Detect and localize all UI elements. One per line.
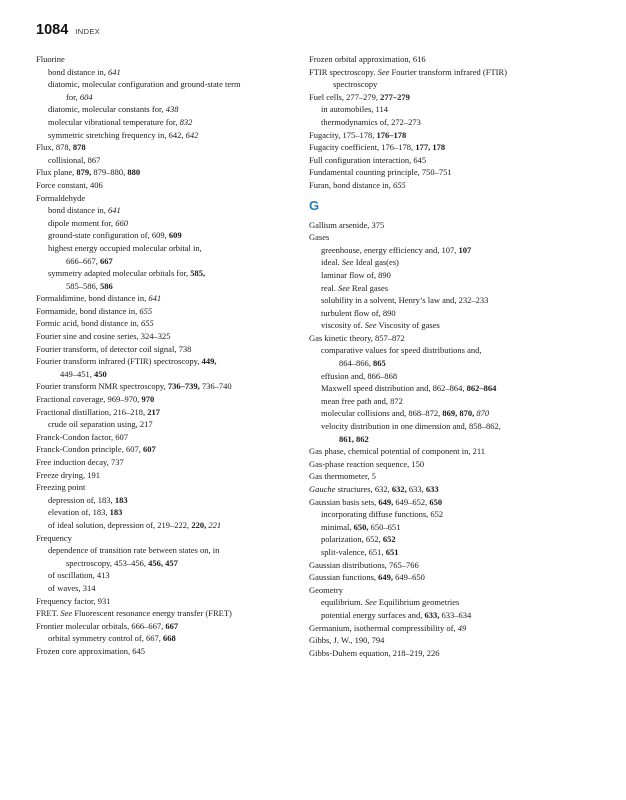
italic-text: 221 [208, 519, 222, 530]
index-entry [36, 620, 292, 633]
bold-page-ref: 869, 870, [442, 408, 475, 419]
bold-page-ref: 650, [353, 521, 369, 532]
index-entry [309, 179, 595, 192]
entry-text: viscosity of. [321, 320, 365, 331]
index-entry [309, 571, 595, 584]
entry-text: Frequency factor, 931 [36, 595, 111, 606]
entry-text: Franck-Condon principle, 607, [36, 444, 143, 455]
entry-text: Fractional distillation, 216–218, [36, 406, 148, 417]
bold-page-ref: 880 [127, 167, 141, 178]
entry-text: Gallium arsenide, 375 [309, 219, 385, 230]
entry-text: diatomic, molecular constants for, [48, 104, 166, 115]
bold-page-ref: 220, [191, 519, 207, 530]
index-entry [36, 330, 292, 343]
bold-page-ref: 652 [382, 534, 396, 545]
entry-text: Gas kinetic theory, 857–872 [309, 332, 405, 343]
italic-text: See [377, 66, 390, 77]
index-entry [309, 496, 595, 509]
index-subentry [36, 229, 292, 242]
italic-text: Gauche [309, 484, 336, 494]
index-subentry [309, 282, 595, 295]
bold-page-ref: 217 [147, 406, 160, 417]
entry-text: Germanium, isothermal compressibility of, [309, 622, 458, 633]
italic-text: 604 [79, 91, 93, 102]
entry-text: laminar flow of, 890 [321, 269, 391, 280]
entry-text: 666–667, [66, 255, 100, 266]
entry-text: Franck-Condon factor, 607 [36, 431, 128, 442]
entry-text: Freeze drying, 191 [36, 469, 100, 480]
index-subentry [36, 204, 292, 217]
index-entry [309, 53, 595, 66]
entry-text: FTIR spectroscopy. [309, 66, 378, 77]
entry-text: Gibbs, J. W., 190, 794 [309, 635, 385, 646]
index-subentry [36, 267, 292, 280]
running-head: INDEX [75, 27, 101, 36]
entry-text: Fuel cells, 277–279, [309, 91, 381, 102]
entry-text: molecular vibrational temperature for, [48, 116, 180, 127]
bold-page-ref: 878 [72, 142, 86, 153]
entry-text: Gaussian functions, [309, 572, 379, 583]
entry-text: Full configuration interaction, 645 [309, 154, 427, 165]
index-entry [309, 66, 595, 79]
index-entry [36, 192, 292, 205]
index-subentry [36, 557, 292, 570]
index-entry [36, 443, 292, 456]
index-subentry [36, 255, 292, 268]
entry-text: 736–740 [199, 381, 232, 392]
entry-text: structures, 632, [335, 484, 392, 494]
entry-text: Fourier sine and cosine series, 324–325 [36, 331, 171, 342]
entry-text: Gaussian basis sets, [309, 496, 379, 507]
index-entry [36, 368, 292, 381]
bold-page-ref: 668 [162, 633, 176, 644]
entry-text: velocity distribution in one dimension and, 858–862, [321, 421, 501, 432]
left-index-column [36, 53, 292, 658]
index-subentry [309, 433, 595, 446]
entry-text: symmetry adapted molecular orbitals for, [48, 268, 191, 279]
entry-text: 449–451, [60, 368, 94, 379]
index-entry [36, 305, 292, 318]
entry-text: Fourier transform infrared (FTIR) [389, 66, 507, 77]
entry-text: incorporating diffuse functions, 652 [321, 509, 444, 520]
index-subentry [309, 407, 595, 420]
index-entry [309, 141, 595, 154]
bold-page-ref: 107 [458, 244, 472, 255]
index-subentry [36, 129, 292, 142]
index-subentry [309, 116, 595, 129]
italic-text: 641 [107, 205, 121, 216]
index-subentry [36, 91, 292, 104]
entry-text: Gibbs-Duhem equation, 218–219, 226 [309, 647, 440, 658]
index-entry [36, 355, 292, 368]
index-entry [309, 219, 595, 232]
entry-text: Fourier transform, of detector coil signal, 738 [36, 343, 192, 354]
entry-text: 650–651 [368, 521, 401, 532]
index-entry [36, 595, 292, 608]
bold-page-ref: 650 [429, 496, 443, 507]
bold-page-ref: 633 [425, 484, 439, 494]
index-subentry [309, 546, 595, 559]
index-subentry [36, 519, 292, 532]
bold-page-ref: 277–279 [380, 91, 410, 102]
entry-text: Force constant, 406 [36, 179, 103, 190]
index-subentry [36, 103, 292, 116]
index-subentry [309, 244, 595, 257]
bold-page-ref: 632, [391, 484, 407, 494]
bold-page-ref: 609 [168, 230, 182, 241]
entry-text: of ideal solution, depression of, 219–222, [48, 519, 192, 530]
italic-text: 655 [139, 305, 153, 316]
bold-page-ref: 970 [141, 394, 155, 405]
italic-text: 660 [115, 217, 128, 228]
index-entry [309, 332, 595, 345]
bold-page-ref: 651 [385, 546, 399, 557]
entry-text: Flux, 878, [36, 142, 73, 153]
entry-text: 864–866, [339, 358, 373, 369]
index-subentry [309, 420, 595, 433]
entry-text: crude oil separation using, 217 [48, 419, 153, 430]
entry-text: Fourier transform infrared (FTIR) spectroscopy, [36, 356, 202, 367]
index-subentry [309, 294, 595, 307]
entry-text: 633, [406, 484, 426, 494]
entry-text: highest energy occupied molecular orbital in, [48, 242, 202, 253]
entry-text: Ideal gas(es) [353, 257, 399, 268]
index-subentry [309, 382, 595, 395]
index-subentry [36, 154, 292, 167]
italic-text: See [364, 320, 377, 331]
entry-text: split-valence, 651, [321, 546, 386, 557]
index-subentry [309, 269, 595, 282]
index-entry [36, 166, 292, 179]
entry-text: depression of, 183, [48, 494, 115, 505]
italic-text: 438 [165, 104, 179, 115]
index-subentry [36, 506, 292, 519]
g-entries [309, 219, 595, 660]
entry-text: 585–586, [66, 280, 100, 291]
entry-text: 649–652, [393, 496, 430, 507]
bold-page-ref: 862–864 [466, 383, 497, 394]
entry-text: Gas thermometer, 5 [309, 471, 376, 482]
index-subentry [36, 78, 292, 91]
entry-text: ideal. [321, 257, 342, 268]
index-entry [36, 481, 292, 494]
index-entry [309, 78, 595, 91]
index-entry [309, 129, 595, 142]
index-entry [36, 292, 292, 305]
entry-text: comparative values for speed distributions and, [321, 345, 482, 356]
entry-text: Geometry [309, 584, 343, 595]
index-subentry [36, 418, 292, 431]
italic-text: See [341, 257, 354, 268]
bold-page-ref: 633, [424, 609, 440, 620]
index-entry [309, 91, 595, 104]
bold-page-ref: 177, 178 [415, 142, 446, 153]
bold-page-ref: 861, 862 [339, 433, 369, 444]
index-subentry [36, 217, 292, 230]
index-entry [309, 634, 595, 647]
bold-page-ref: 667 [100, 255, 113, 266]
entry-text: greenhouse, energy efficiency and, 107, [321, 244, 459, 255]
entry-text: solubility in a solvent, Henry’s law and, 232–233 [321, 295, 489, 306]
entry-text: Freezing point [36, 482, 86, 493]
entry-text: FRET. [36, 608, 61, 619]
entry-text: Fluorescent resonance energy transfer (FRET) [72, 608, 232, 619]
bold-page-ref: 879, [76, 167, 92, 178]
entry-text: thermodynamics of, 272–273 [321, 116, 421, 127]
entry-text: Fugacity, 175–178, [309, 129, 377, 140]
entry-text: Frozen core approximation, 645 [36, 645, 146, 656]
index-subentry [309, 609, 595, 622]
page-number: 1084 [36, 22, 69, 38]
index-entry [36, 380, 292, 393]
f-entries [309, 53, 595, 192]
index-subentry [309, 370, 595, 383]
index-entry [309, 584, 595, 597]
index-entry [36, 141, 292, 154]
italic-text: 832 [179, 116, 193, 127]
bold-page-ref: 736–739, [167, 381, 200, 392]
entry-text: Frozen orbital approximation, 616 [309, 54, 426, 64]
index-entry [36, 469, 292, 482]
index-subentry [309, 395, 595, 408]
entry-text: bond distance in, [48, 205, 108, 216]
entry-text: Frequency [36, 532, 72, 543]
entry-text: Gaussian distributions, 765–766 [309, 559, 419, 570]
entry-text: ground-state configuration of, 609, [48, 230, 169, 241]
index-subentry [309, 307, 595, 320]
entry-text: symmetric stretching frequency in, 642, [48, 129, 186, 140]
index-entry [309, 166, 595, 179]
index-subentry [309, 533, 595, 546]
bold-page-ref: 585, [190, 268, 206, 279]
bold-page-ref: 183 [109, 507, 123, 518]
index-subentry [309, 344, 595, 357]
index-subentry [36, 116, 292, 129]
index-entry [36, 317, 292, 330]
entry-text: Free induction decay, 737 [36, 457, 124, 467]
index-entry [309, 647, 595, 660]
entry-text: Frontier molecular orbitals, 666–667, [36, 620, 166, 631]
entry-text: for, [66, 91, 80, 102]
entry-text: 879–880, [91, 167, 128, 178]
entry-text: of oscillation, 413 [48, 570, 110, 581]
entry-text: potential energy surfaces and, [321, 609, 425, 620]
entry-text: molecular collisions and, 868–872, [321, 408, 443, 419]
entry-text: Gases [309, 232, 330, 243]
index-subentry [309, 521, 595, 534]
index-subentry [36, 494, 292, 507]
entry-text: real. [321, 282, 338, 293]
entry-text: Gas phase, chemical potential of component in, 211 [309, 446, 486, 457]
italic-text: 641 [148, 293, 162, 304]
italic-text: 655 [393, 179, 406, 190]
index-subentry [36, 582, 292, 595]
index-entry [36, 456, 292, 469]
italic-text: 655 [141, 318, 154, 329]
bold-page-ref: 586 [100, 280, 113, 291]
bold-page-ref: 183 [114, 494, 128, 505]
entry-text: Equilibrium geometries [376, 597, 460, 608]
index-entry [36, 607, 292, 620]
italic-text: See [364, 597, 377, 608]
index-subentry [309, 357, 595, 370]
entry-text: 649–650 [393, 572, 425, 583]
index-entry [36, 53, 292, 66]
italic-text: 641 [107, 66, 121, 77]
entry-text: minimal, [321, 521, 354, 532]
entry-text: in automobiles, 114 [321, 104, 388, 115]
index-entry [309, 483, 595, 496]
italic-text: 642 [185, 129, 199, 140]
entry-text: Fluorine [36, 54, 65, 64]
index-subentry [36, 280, 292, 293]
bold-page-ref: 865 [373, 358, 386, 369]
italic-text: 49 [457, 622, 467, 633]
entry-text: elevation of, 183, [48, 507, 110, 518]
entry-text: Furan, bond distance in, [309, 179, 394, 190]
index-entry [309, 470, 595, 483]
index-subentry [309, 508, 595, 521]
entry-text: Formamide, bond distance in, [36, 305, 140, 316]
entry-text: bond distance in, [48, 66, 108, 77]
index-entry [36, 393, 292, 406]
entry-text: Flux plane, [36, 167, 77, 178]
entry-text: dipole moment for, [48, 217, 116, 228]
right-index-column [309, 53, 595, 659]
italic-text: 870 [476, 408, 490, 419]
entry-text: turbulent flow of, 890 [321, 307, 396, 318]
index-entry [309, 458, 595, 471]
entry-text: collisional, 867 [48, 154, 101, 165]
index-subentry [36, 544, 292, 557]
entry-text: mean free path and, 872 [321, 395, 403, 406]
italic-text: See [338, 282, 350, 293]
bold-page-ref: 667 [165, 620, 179, 631]
entry-text: polarization, 652, [321, 534, 383, 545]
index-subentry [309, 319, 595, 332]
index-subentry [309, 103, 595, 116]
index-subentry [36, 242, 292, 255]
entry-text: Gas-phase reaction sequence, 150 [309, 458, 425, 469]
bold-page-ref: 649, [378, 496, 394, 507]
bold-page-ref: 607 [142, 444, 156, 455]
bold-page-ref: 456, 457 [148, 557, 178, 568]
entry-text: orbital symmetry control of, 667, [48, 633, 163, 644]
index-entry [36, 645, 292, 658]
index-entry [36, 431, 292, 444]
index-entry [309, 231, 595, 244]
index-entry [309, 154, 595, 167]
index-subentry [36, 569, 292, 582]
entry-text: dependence of transition rate between states on, in [48, 545, 220, 556]
section-letter-g: G [309, 197, 320, 213]
index-subentry [36, 632, 292, 645]
bold-page-ref: 649, [378, 572, 394, 583]
index-entry [309, 622, 595, 635]
entry-text: Fractional coverage, 969–970, [36, 394, 142, 405]
index-entry [36, 406, 292, 419]
italic-text: See [60, 608, 73, 619]
index-entry [309, 559, 595, 572]
entry-text: Fugacity coefficient, 176–178, [309, 142, 416, 153]
entry-text: spectroscopy, 453–456, [66, 557, 149, 568]
entry-text: diatomic, molecular configuration and ground-state term [48, 79, 241, 90]
index-entry [36, 532, 292, 545]
entry-text: Maxwell speed distribution and, 862–864, [321, 383, 467, 394]
entry-text: spectroscopy [333, 79, 378, 90]
page-header [36, 22, 100, 38]
entry-text: Formaldimine, bond distance in, [36, 293, 149, 304]
entry-text: Fourier transform NMR spectroscopy, [36, 381, 168, 392]
index-subentry [309, 256, 595, 269]
entry-text: Viscosity of gases [376, 320, 440, 331]
entry-text: equilibrium. [321, 597, 365, 608]
entry-text: 633–634 [439, 609, 472, 620]
entry-text: effusion and, 866–868 [321, 370, 398, 381]
entry-text: Fundamental counting principle, 750–751 [309, 167, 452, 178]
index-entry [36, 179, 292, 192]
bold-page-ref: 449, [201, 356, 217, 367]
index-subentry [36, 66, 292, 79]
entry-text: Real gases [349, 282, 389, 293]
entry-text: Formic acid, bond distance in, [36, 318, 142, 329]
index-subentry [309, 596, 595, 609]
entry-text: of waves, 314 [48, 582, 96, 593]
bold-page-ref: 450 [94, 368, 107, 379]
entry-text: Formaldehyde [36, 192, 86, 203]
index-entry [309, 445, 595, 458]
index-entry [36, 343, 292, 356]
bold-page-ref: 176–178 [376, 129, 407, 140]
